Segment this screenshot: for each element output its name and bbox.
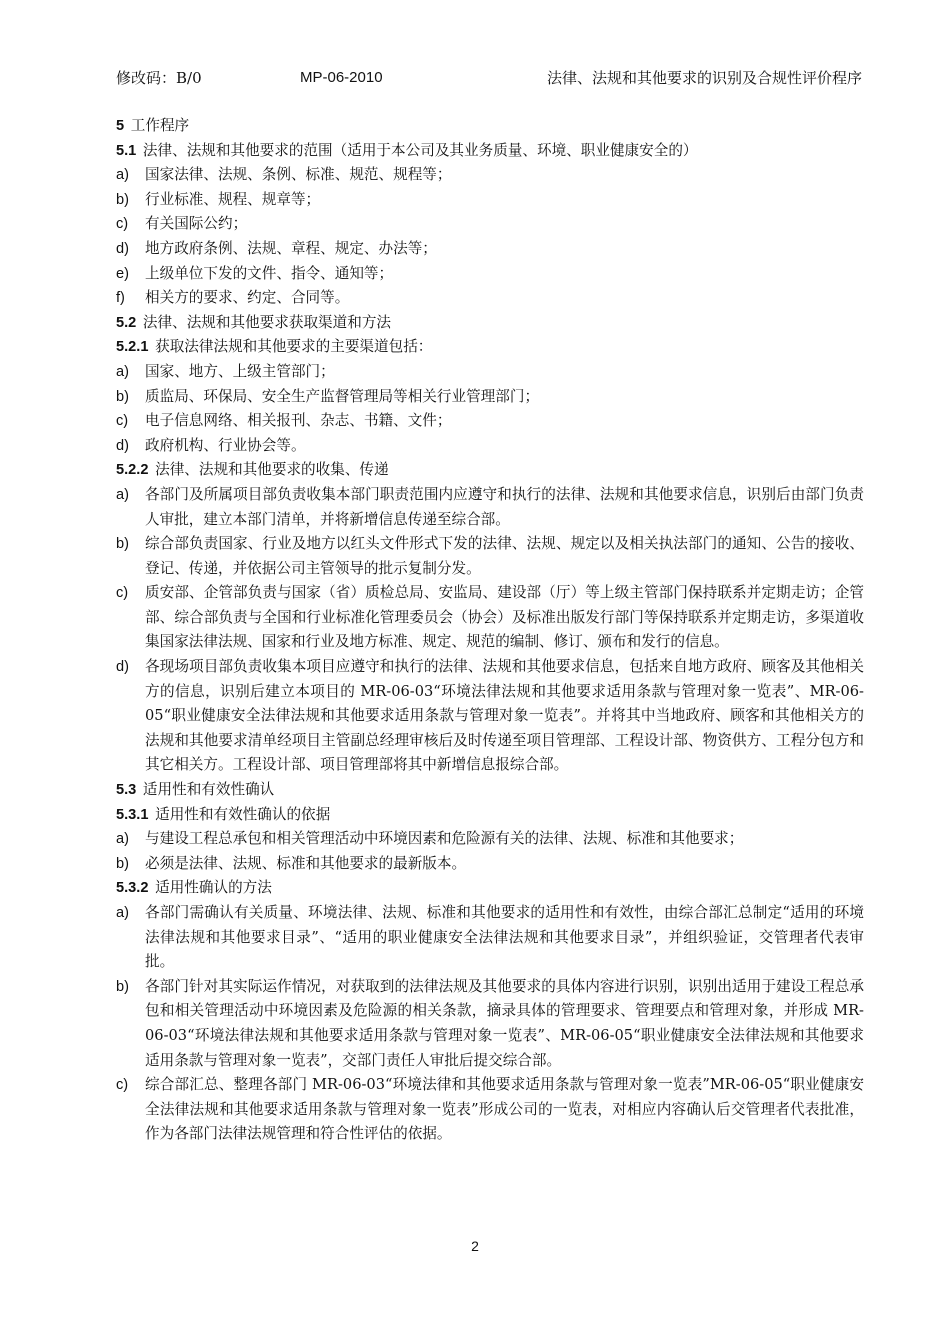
section-title: 适用性和有效性确认的依据	[150, 805, 331, 823]
list-item-text: 相关方的要求、约定、合同等。	[145, 289, 350, 307]
list-item	[116, 212, 864, 237]
document-body	[116, 114, 864, 1147]
list-item	[116, 655, 864, 778]
list-item-text: 国家法律、法规、条例、标准、规范、规程等；	[145, 166, 452, 184]
list-item-label: c)	[116, 1077, 129, 1094]
list-item	[116, 237, 864, 262]
list-item-label: c)	[116, 216, 129, 233]
list-item-label: b)	[116, 388, 129, 405]
list-item	[116, 434, 864, 459]
document-number: MP-06-2010	[300, 69, 383, 86]
section-title: 法律、法规和其他要求获取渠道和方法	[138, 313, 392, 331]
section-heading	[116, 803, 864, 828]
list-item	[116, 852, 864, 877]
list-item-label: d)	[116, 659, 129, 676]
list-item	[116, 975, 864, 1073]
section-heading	[116, 335, 864, 360]
section-number: 5.2	[116, 314, 137, 331]
list-item-text: 国家、地方、上级主管部门；	[145, 362, 335, 380]
list-item	[116, 1073, 864, 1147]
section-title: 法律、法规和其他要求的范围（适用于本公司及其业务质量、环境、职业健康安全的）	[138, 141, 698, 159]
list-item-label: a)	[116, 363, 129, 380]
list-item	[116, 262, 864, 287]
list-item-label: f)	[116, 290, 125, 307]
list-item	[116, 901, 864, 975]
section-heading	[116, 311, 864, 336]
section-number: 5.2.1	[116, 339, 149, 356]
section-number: 5	[116, 118, 125, 134]
page-header	[116, 66, 862, 90]
list-item	[116, 827, 864, 852]
list-item	[116, 360, 864, 385]
list-item-label: b)	[116, 855, 129, 872]
page-number: 2	[471, 1238, 479, 1254]
list-item-text: 有关国际公约；	[145, 215, 248, 233]
list-item-text: 各现场项目部负责收集本项目应遵守和执行的法律、法规和其他要求信息，包括来自地方政府、顾客及其他相关方的信息，识别后建立本项目的 MR-06-03“环境法律法规和其他要求适用条款与管理对象一览表”、MR-06-05“职业健康安全法律法规和其他要求适用条款与管理对象一览表”。并将其中当地政府、顾客和其他相关方的法规和其他要求清单经项目主管副总经理审核后及时传递至项目管理部、工程设计部、物资供方、工程分包方和其它相关方。工程设计部、项目管理部将其中新增信息报综合部。	[145, 658, 864, 774]
section-number: 5.2.2	[116, 462, 149, 479]
list-item-label: b)	[116, 978, 129, 995]
list-item-label: a)	[116, 167, 129, 184]
list-item-text: 各部门针对其实际运作情况，对获取到的法律法规及其他要求的具体内容进行识别，识别出适用于建设工程总承包和相关管理活动中环境因素及危险源的相关条款，摘录具体的管理要求、管理要点和管理对象，并形成 MR-06-03“环境法律法规和其他要求适用条款与管理对象一览表”、MR-06-05“职业健康安全法律法规和其他要求适用条款与管理对象一览表”，交部门责任人审批后提交综合部。	[145, 977, 864, 1069]
list-item-text: 必须是法律、法规、标准和其他要求的最新版本。	[145, 854, 467, 872]
section-title: 法律、法规和其他要求的收集、传递	[150, 461, 389, 479]
list-item-label: c)	[116, 413, 129, 430]
list-item-text: 上级单位下发的文件、指令、通知等；	[145, 264, 394, 282]
revision-code: 修改码：B/0	[116, 69, 202, 87]
list-item-text: 质监局、环保局、安全生产监督管理局等相关行业管理部门；	[145, 387, 540, 405]
list-item-label: a)	[116, 905, 129, 921]
list-item-label: b)	[116, 191, 129, 208]
section-heading	[116, 876, 864, 901]
list-item-label: c)	[116, 585, 129, 602]
section-title: 工作程序	[126, 117, 190, 134]
list-item-text: 各部门及所属项目部负责收集本部门职责范围内应遵守和执行的法律、法规和其他要求信息，识别后由部门负责人审批，建立本部门清单，并将新增信息传递至综合部。	[145, 485, 864, 528]
section-title: 适用性和有效性确认	[138, 781, 275, 799]
section-number: 5.3.1	[116, 806, 149, 823]
section-heading	[116, 114, 864, 139]
list-item	[116, 483, 864, 532]
section-title: 获取法律法规和其他要求的主要渠道包括：	[150, 338, 433, 356]
section-number: 5.3	[116, 782, 137, 799]
section-number: 5.3.2	[116, 880, 149, 897]
list-item-text: 行业标准、规程、规章等；	[145, 190, 321, 208]
list-item-label: a)	[116, 831, 129, 848]
list-item-text: 各部门需确认有关质量、环境法律、法规、标准和其他要求的适用性和有效性，由综合部汇总制定“适用的环境法律法规和其他要求目录”、“适用的职业健康安全法律法规和其他要求目录”，并组织验证，交管理者代表审批。	[145, 904, 864, 971]
section-number: 5.1	[116, 142, 137, 159]
list-item-label: a)	[116, 486, 129, 503]
list-item	[116, 188, 864, 213]
section-heading	[116, 778, 864, 803]
list-item-text: 政府机构、行业协会等。	[145, 436, 306, 454]
list-item-text: 综合部负责国家、行业及地方以红头文件形式下发的法律、法规、规定以及相关执法部门的通知、公告的接收、登记、传递，并依据公司主管领导的批示复制分发。	[145, 535, 864, 577]
list-item-label: d)	[116, 240, 129, 257]
list-item-label: b)	[116, 536, 129, 553]
section-heading	[116, 139, 864, 164]
list-item-text: 电子信息网络、相关报刊、杂志、书籍、文件；	[145, 412, 452, 430]
list-item	[116, 385, 864, 410]
list-item	[116, 163, 864, 188]
list-item-label: d)	[116, 437, 129, 454]
list-item-label: e)	[116, 265, 129, 282]
list-item	[116, 532, 864, 581]
list-item-text: 地方政府条例、法规、章程、规定、办法等；	[145, 239, 437, 257]
list-item	[116, 286, 864, 311]
list-item-text: 综合部汇总、整理各部门 MR-06-03“环境法律和其他要求适用条款与管理对象一览表”MR-06-05“职业健康安全法律法规和其他要求适用条款与管理对象一览表”形成公司的一览表，对相应内容确认后交管理者代表批准，作为各部门法律法规管理和符合性评估的依据。	[145, 1076, 864, 1143]
list-item-text: 与建设工程总承包和相关管理活动中环境因素和危险源有关的法律、法规、标准和其他要求；	[145, 830, 744, 848]
section-title: 适用性确认的方法	[150, 879, 272, 897]
section-heading	[116, 458, 864, 483]
list-item-text: 质安部、企管部负责与国家（省）质检总局、安监局、建设部（厅）等上级主管部门保持联系并定期走访；企管部、综合部负责与全国和行业标准化管理委员会（协会）及标准出版发行部门等保持联系并定期走访，多渠道收集国家法律法规、国家和行业及地方标准、规定、规范的编制、修订、颁布和发行的信息。	[145, 584, 864, 651]
list-item	[116, 581, 864, 655]
document-title: 法律、法规和其他要求的识别及合规性评价程序	[546, 69, 862, 87]
list-item	[116, 409, 864, 434]
